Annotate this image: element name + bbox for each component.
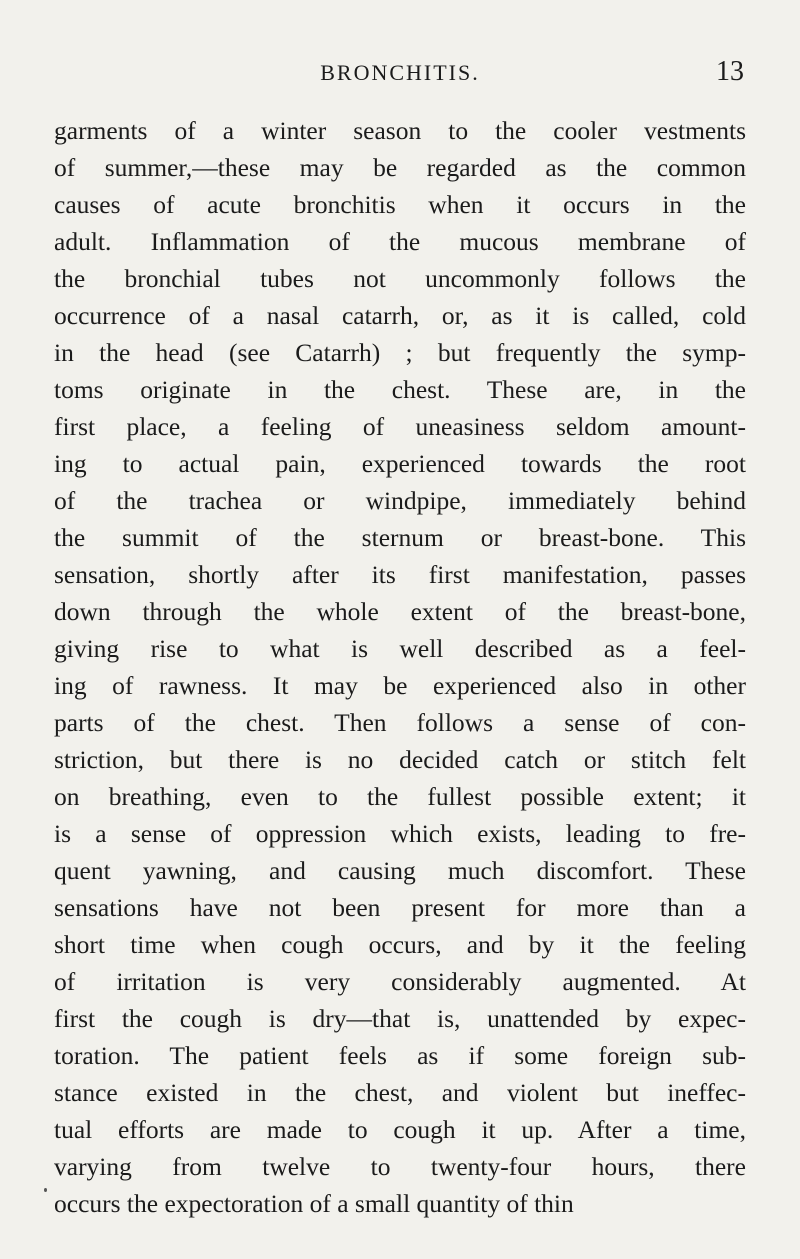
text-line: of summer,—these may be regarded as the common bbox=[54, 153, 746, 182]
text-line: toration. The patient feels as if some foreign sub- bbox=[54, 1041, 746, 1070]
text-line: sensations have not been present for more than a bbox=[54, 893, 746, 922]
text-line: first place, a feeling of uneasiness seldom amount- bbox=[54, 412, 746, 441]
text-line: in the head (see Catarrh) ; but frequently the symp- bbox=[54, 338, 746, 367]
page-number: 13 bbox=[716, 56, 744, 87]
text-line: down through the whole extent of the breast-bone, bbox=[54, 597, 746, 626]
body-text bbox=[54, 112, 746, 1222]
text-line: varying from twelve to twenty-four hours, there bbox=[54, 1152, 746, 1181]
text-line: is a sense of oppression which exists, leading to fre- bbox=[54, 819, 746, 848]
text-line: ing of rawness. It may be experienced also in other bbox=[54, 671, 746, 700]
text-line: tual efforts are made to cough it up. After a time, bbox=[54, 1115, 746, 1144]
text-line: on breathing, even to the fullest possible extent; it bbox=[54, 782, 746, 811]
text-line: quent yawning, and causing much discomfort. These bbox=[54, 856, 746, 885]
text-line: garments of a winter season to the cooler vestments bbox=[54, 116, 746, 145]
text-line: sensation, shortly after its first manifestation, passes bbox=[54, 560, 746, 589]
text-line: of the trachea or windpipe, immediately behind bbox=[54, 486, 746, 515]
text-line: toms originate in the chest. These are, in the bbox=[54, 375, 746, 404]
text-line: short time when cough occurs, and by it the feeling bbox=[54, 930, 746, 959]
text-line: parts of the chest. Then follows a sense of con- bbox=[54, 708, 746, 737]
text-line: the bronchial tubes not uncommonly follows the bbox=[54, 264, 746, 293]
text-line: occurs the expectoration of a small quantity of thin bbox=[54, 1189, 574, 1218]
running-head bbox=[54, 56, 746, 96]
text-line: occurrence of a nasal catarrh, or, as it is called, cold bbox=[54, 301, 746, 330]
text-line: causes of acute bronchitis when it occurs in the bbox=[54, 190, 746, 219]
text-line: first the cough is dry—that is, unattended by expec- bbox=[54, 1004, 746, 1033]
paper-speck bbox=[44, 1188, 47, 1192]
text-line: giving rise to what is well described as a feel- bbox=[54, 634, 746, 663]
running-head-title: BRONCHITIS. bbox=[320, 60, 480, 85]
text-line: the summit of the sternum or breast-bone. This bbox=[54, 523, 746, 552]
text-line: adult. Inflammation of the mucous membrane of bbox=[54, 227, 746, 256]
text-line: ing to actual pain, experienced towards the root bbox=[54, 449, 746, 478]
text-line: of irritation is very considerably augmented. At bbox=[54, 967, 746, 996]
text-line: striction, but there is no decided catch or stitch felt bbox=[54, 745, 746, 774]
text-line: stance existed in the chest, and violent but ineffec- bbox=[54, 1078, 746, 1107]
